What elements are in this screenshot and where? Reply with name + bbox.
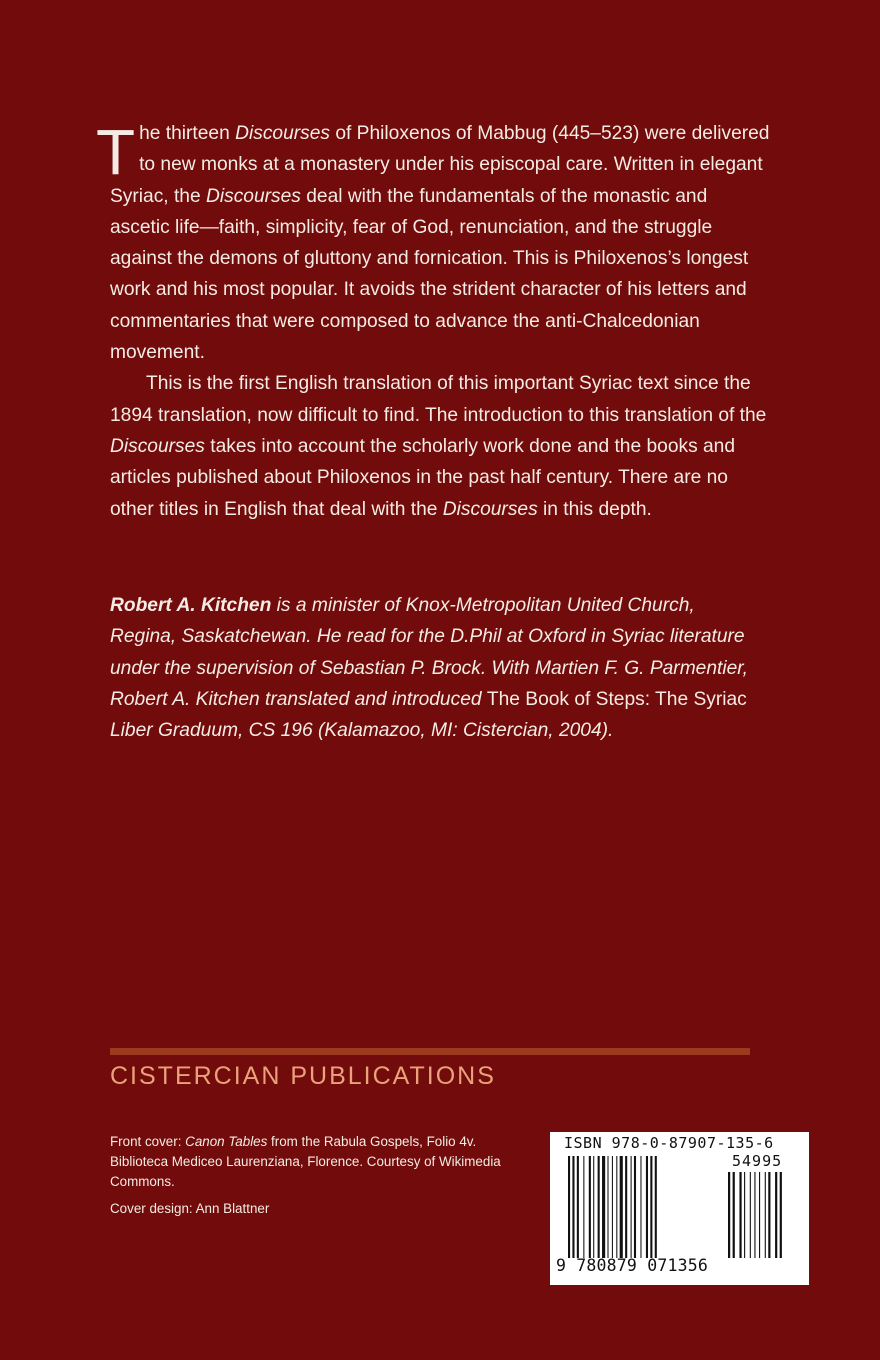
isbn-barcode [550, 1132, 809, 1285]
barcode-bar [750, 1172, 751, 1258]
barcode-bar [612, 1156, 613, 1258]
barcode-bar [768, 1172, 770, 1258]
barcode-bar [583, 1156, 584, 1258]
barcode-bar [577, 1156, 579, 1258]
barcode-bar [646, 1156, 648, 1258]
front-cover-label: Front cover: [110, 1134, 186, 1149]
author-bio [110, 590, 760, 746]
barcode-bar [634, 1156, 636, 1258]
front-cover-title: Canon Tables [185, 1134, 268, 1149]
blurb-p1-run: deal with the fundamentals of the monastic and ascetic life—faith, simplicity, fear of God, renunciation, and the struggle against the demons of gluttony and fornication. This is Philoxenos’s longest work and his most popular. It avoids the strident character of his letters and commentaries that were composed to advance the anti-Chalcedonian movement. [110, 185, 749, 364]
blurb [96, 116, 770, 525]
barcode-bar [728, 1172, 730, 1258]
barcode-bar [780, 1172, 782, 1258]
barcode-bar [568, 1156, 570, 1258]
blurb-p2-run: Discourses [442, 498, 538, 520]
blurb-p2-run: Discourses [110, 435, 205, 457]
front-cover-credit [110, 1132, 530, 1192]
addon-digits: 54995 [732, 1152, 783, 1170]
addon-barcode-bars [728, 1172, 790, 1258]
blurb-p1-run: Discourses [205, 185, 301, 207]
cover-credits [110, 1132, 530, 1219]
blurb-paragraph-2 [110, 368, 770, 524]
bio-text-1: is a minister of Knox-Metropolitan United Church, Regina, Saskatchewan. He read for the D.Phil at Oxford in Syriac literature under the supervision of Sebastian P. Brock. With Martien F. G. Parmentier, Robert A. Kitchen translated and introduced [110, 595, 748, 710]
cover-design-credit: Cover design: Ann Blattner [110, 1201, 270, 1216]
blurb-p2-run: takes into account the scholarly work done and the books and articles published about Philoxenos in the past half century. There are no other titles in English that deal with the [110, 435, 736, 520]
blurb-p1-run: Discourses [235, 123, 331, 144]
drop-cap: T [96, 116, 136, 188]
barcode-bar [640, 1156, 641, 1258]
blurb-p2-run: in this depth. [537, 498, 652, 520]
divider-rule [110, 1048, 750, 1055]
publisher-name: CISTERCIAN PUBLICATIONS [110, 1062, 496, 1090]
author-name: Robert A. Kitchen [110, 595, 272, 616]
ean-barcode-bars [568, 1156, 718, 1258]
barcode-bar [593, 1156, 594, 1258]
barcode-bar [733, 1172, 735, 1258]
blurb-p2-run: This is the first English translation of this important Syriac text since the 1894 translation, now difficult to find. The introduction to this translation of the [110, 373, 767, 426]
barcode-bar [631, 1156, 632, 1258]
barcode-bar [759, 1172, 760, 1258]
barcode-bar [607, 1156, 608, 1258]
barcode-bar [598, 1156, 600, 1258]
barcode-bar [655, 1156, 657, 1258]
barcode-bar [765, 1172, 766, 1258]
isbn-text: ISBN 978-0-87907-135-6 [564, 1134, 774, 1152]
barcode-bar [775, 1172, 777, 1258]
blurb-p1-run: he thirteen [139, 123, 236, 144]
bio-book-title: The Book of Steps: The Syriac [486, 688, 747, 710]
bio-text-2: Liber Graduum, CS 196 (Kalamazoo, MI: Cistercian, 2004). [110, 720, 614, 742]
barcode-bar [616, 1156, 617, 1258]
front-cover-source: from the Rabula Gospels, Folio 4v. Biblioteca Mediceo Laurenziana, Florence. Courtesy of Wikimedia Commons. [110, 1134, 501, 1189]
barcode-bar [754, 1172, 755, 1258]
blurb-paragraph-1 [96, 116, 770, 368]
ean-digits: 9 780879 071356 [556, 1256, 709, 1275]
barcode-bar [620, 1156, 623, 1258]
barcode-bar [625, 1156, 627, 1258]
blurb-p1-run: of Philoxenos of Mabbug (445–523) were delivered to new monks at a monastery under his episcopal care. Written in elegant Syriac, the [110, 123, 770, 207]
barcode-bar [650, 1156, 652, 1258]
barcode-bar [744, 1172, 745, 1258]
barcode-bar [589, 1156, 591, 1258]
barcode-bar [739, 1172, 741, 1258]
barcode-bar [572, 1156, 574, 1258]
barcode-bar [602, 1156, 605, 1258]
